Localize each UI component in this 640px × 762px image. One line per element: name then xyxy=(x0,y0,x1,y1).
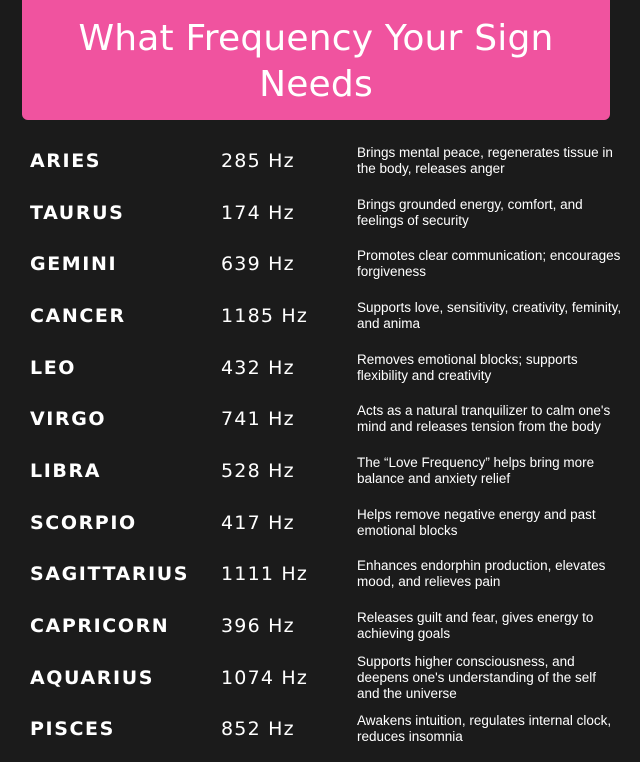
table-row xyxy=(0,652,640,704)
sign-name: ARIES xyxy=(30,149,102,172)
sign-description: Promotes clear communication; encourages forgiveness xyxy=(357,248,621,280)
table-row xyxy=(0,393,640,445)
table-row xyxy=(0,600,640,652)
page-title: What Frequency Your Sign Needs xyxy=(78,18,554,105)
frequency-value: 432 Hz xyxy=(221,356,295,379)
frequency-value: 174 Hz xyxy=(221,201,295,224)
table-row xyxy=(0,549,640,601)
sign-name: AQUARIUS xyxy=(30,666,155,689)
sign-description: Removes emotional blocks; supports flexibility and creativity xyxy=(357,351,578,383)
sign-description: Brings mental peace, regenerates tissue in the body, releases anger xyxy=(357,144,613,176)
frequency-value: 1111 Hz xyxy=(221,563,309,586)
sign-description: Supports love, sensitivity, creativity, feminity, and anima xyxy=(357,299,622,331)
sign-description: Brings grounded energy, comfort, and feelings of security xyxy=(357,196,583,228)
table-row xyxy=(0,497,640,549)
frequency-table xyxy=(0,135,640,755)
frequency-value: 285 Hz xyxy=(221,149,295,172)
table-row xyxy=(0,445,640,497)
table-row xyxy=(0,187,640,239)
sign-name: LIBRA xyxy=(30,459,101,482)
sign-name: VIRGO xyxy=(30,408,107,431)
sign-name: CANCER xyxy=(30,304,126,327)
title-banner xyxy=(22,0,610,120)
sign-name: TAURUS xyxy=(30,201,125,224)
sign-description: Supports higher consciousness, and deepens one's understanding of the self and the universe xyxy=(357,653,597,701)
frequency-value: 1074 Hz xyxy=(221,666,309,689)
frequency-value: 417 Hz xyxy=(221,511,295,534)
sign-name: PISCES xyxy=(30,718,115,741)
table-row xyxy=(0,238,640,290)
table-row xyxy=(0,135,640,187)
sign-description: The “Love Frequency” helps bring more balance and anxiety relief xyxy=(357,454,595,486)
sign-name: GEMINI xyxy=(30,253,118,276)
frequency-value: 639 Hz xyxy=(221,253,295,276)
frequency-value: 741 Hz xyxy=(221,408,295,431)
sign-description: Releases guilt and fear, gives energy to achieving goals xyxy=(357,610,594,642)
sign-name: SCORPIO xyxy=(30,511,137,534)
sign-description: Awakens intuition, regulates internal clock, reduces insomnia xyxy=(357,713,612,745)
frequency-value: 396 Hz xyxy=(221,615,295,638)
frequency-value: 528 Hz xyxy=(221,459,295,482)
sign-description: Helps remove negative energy and past emotional blocks xyxy=(357,506,596,538)
sign-description: Enhances endorphin production, elevates mood, and relieves pain xyxy=(357,558,606,590)
frequency-value: 1185 Hz xyxy=(221,304,309,327)
sign-name: CAPRICORN xyxy=(30,615,170,638)
table-row xyxy=(0,342,640,394)
table-row xyxy=(0,704,640,756)
table-row xyxy=(0,290,640,342)
sign-name: LEO xyxy=(30,356,77,379)
frequency-value: 852 Hz xyxy=(221,718,295,741)
sign-name: SAGITTARIUS xyxy=(30,563,190,586)
sign-description: Acts as a natural tranquilizer to calm one's mind and releases tension from the body xyxy=(357,403,611,435)
